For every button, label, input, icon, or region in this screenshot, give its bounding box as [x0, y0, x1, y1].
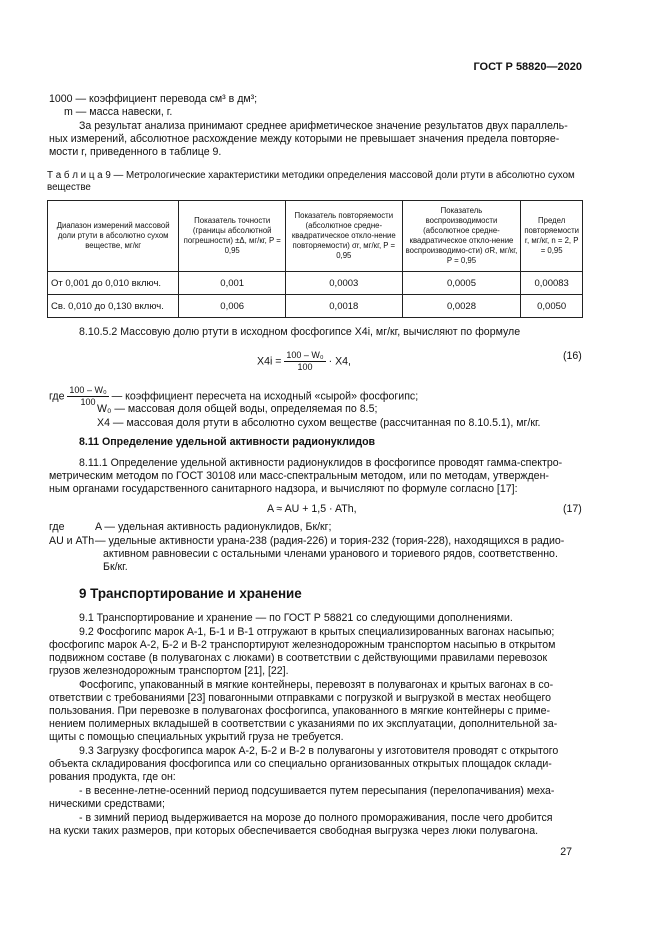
paragraph-line: рования продукта, где он: [49, 771, 176, 783]
where-line: X4 — массовая доля ртути в абсолютно сухом веществе (рассчитанная по 8.10.5.1), мг/кг. [97, 417, 541, 429]
paragraph-line: Фосфогипс, упакованный в мягкие контейнеры, перевозят в полувагонах и крытых вагонах в со- [79, 679, 554, 691]
where-denominator: 100 [80, 397, 96, 407]
table-header-cell: Показатель воспроизводимости (абсолютное средне-квадратическое откло-нение воспроизводимо-сти) σR, мг/кг, P = 0,95 [402, 201, 521, 272]
where-line: W₀ — массовая доля общей воды, определяемая по 8.5; [97, 403, 378, 415]
table-header-row [48, 201, 583, 272]
paragraph-line: 8.10.5.2 Массовую долю ртути в исходном фосфогипсе X4i, мг/кг, вычисляют по формуле [79, 326, 521, 338]
table-cell: 0,0003 [286, 272, 403, 295]
table-cell: 0,00083 [521, 272, 583, 295]
table-caption: Т а б л и ц а 9 — Метрологические характеристики методики определения массовой доли ртути в абсолютно сухом [47, 170, 575, 181]
table-cell: Св. 0,010 до 0,130 включ. [48, 295, 179, 318]
paragraph-line: подвижном составе (в полувагонах с люками) в соответствии с действующими правилами перевозок [49, 652, 548, 664]
table-header-cell: Диапазон измерений массовой доли ртути в абсолютно сухом веществе, мг/кг [48, 201, 179, 272]
intro-line-1: 1000 — коэффициент перевода см³ в дм³; [49, 93, 258, 105]
list-item: - в весенне-летне-осенний период подсушивается путем пересыпания (перелопачивания) меха- [79, 785, 555, 797]
table-cell: 0,0050 [521, 295, 583, 318]
where-prefix: где [49, 390, 65, 403]
where-text: — коэффициент пересчета на исходный «сырой» фосфогипс; [111, 390, 419, 403]
list-item: - в зимний период выдерживается на морозе до полного промораживания, после чего дробится [79, 812, 553, 824]
paragraph-line: За результат анализа принимают среднее арифметическое значение результатов двух параллель- [79, 120, 568, 132]
section-title: 8.11 Определение удельной активности радионуклидов [79, 436, 376, 448]
paragraph-line: 9.1 Транспортирование и хранение — по ГОСТ Р 58821 со следующими дополнениями. [79, 612, 513, 624]
paragraph-line: мости r, приведенного в таблице 9. [49, 146, 222, 158]
table-row [48, 295, 583, 318]
table-cell: От 0,001 до 0,010 включ. [48, 272, 179, 295]
where-line: активном равновесии с остальными членами уранового и ториевого рядов, соответственно. [103, 548, 558, 560]
page-number: 27 [560, 846, 572, 858]
where-line: Бк/кг. [103, 561, 128, 573]
table-cell: 0,0005 [402, 272, 521, 295]
table-cell: 0,006 [179, 295, 286, 318]
where-symbols: AU и ATh [49, 535, 95, 547]
formula-lhs: X4i = [257, 355, 282, 368]
table-cell: 0,0018 [286, 295, 403, 318]
table-cell: 0,001 [179, 272, 286, 295]
paragraph-line: метрическим методом по ГОСТ 30108 или масс-спектральным методом, или по методам, утвержден- [49, 470, 549, 482]
where-line: — удельные активности урана-238 (радия-226) и тория-232 (тория-228), находящихся в радио- [95, 535, 565, 547]
formula-17: A ≈ AU + 1,5 · ATh, [267, 503, 357, 515]
paragraph-line: щиты с помощью специальных укрытий груза не требуется. [49, 731, 344, 743]
paragraph-line: 9.3 Загрузку фосфогипса марок А-2, Б-2 и В-2 в полувагоны у изготовителя проводят с открытого [79, 745, 559, 757]
table-row [48, 272, 583, 295]
formula-rhs: · X4, [328, 355, 351, 368]
formula-number: (17) [563, 503, 582, 515]
paragraph-line: ным органами государственного санитарного надзора, и вычисляют по формуле согласно [17]: [49, 483, 518, 495]
paragraph-line: ных измерений, абсолютное расхождение между которыми не превышает значения предела повторяе- [49, 133, 560, 145]
formula-number: (16) [563, 350, 582, 362]
paragraph-line: 8.11.1 Определение удельной активности радионуклидов в фосфогипсе проводят гамма-спектро- [79, 457, 563, 469]
paragraph-line: грузов железнодорожным транспортом [21], [22]. [49, 665, 289, 677]
table-header-cell: Показатель повторяемости (абсолютное средне-квадратическое откло-нение повторяемости) σr, мг/кг, P = 0,95 [286, 201, 403, 272]
where-numerator: 100 – W₀ [69, 385, 107, 395]
table-cell: 0,0028 [402, 295, 521, 318]
paragraph-line: пользования. При перевозке в полувагонах фосфогипса, упакованного в мягкие контейнеры с приме- [49, 705, 551, 717]
list-item-cont: на куски таких размеров, при которых обеспечивается свободная выгрузка через люки полувагона. [49, 825, 539, 837]
paragraph-line: объекта складирования фосфогипса или со специально организованных открытых площадок склади- [49, 758, 552, 770]
formula-16 [257, 350, 351, 373]
section-heading: 9 Транспортирование и хранение [79, 586, 302, 601]
formula-denominator: 100 [297, 362, 313, 372]
paragraph-line: нением полимерных вкладышей в соответствии с указаниями по их эксплуатации, дополнительной за- [49, 718, 558, 730]
formula-numerator: 100 – W₀ [286, 350, 324, 360]
intro-line-2: m — масса навески, г. [64, 106, 173, 118]
paragraph-line: 9.2 Фосфогипс марок А-1, Б-1 и В-1 отгружают в крытых специализированных вагонах насыпью; [79, 626, 555, 638]
where-line: A — удельная активность радионуклидов, Бк/кг; [95, 521, 332, 533]
doc-code-header: ГОСТ Р 58820—2020 [473, 61, 582, 73]
list-item-cont: ническими средствами; [49, 798, 165, 810]
metrology-table [47, 200, 583, 318]
paragraph-line: ответствии с требованиями [23] повагонными отправками с погрузкой и выгрузкой в местах необщего [49, 692, 551, 704]
table-header-cell: Предел повторяемости r, мг/кг, n = 2, P = 0,95 [521, 201, 583, 272]
where-prefix: где [49, 521, 65, 533]
paragraph-line: фосфогипс марок А-2, Б-2 и В-2 транспортируют железнодорожным транспортом насыпью в открытом [49, 639, 556, 651]
formula-fraction [284, 350, 325, 373]
table-header-cell: Показатель точности (границы абсолютной погрешности) ±Δ, мг/кг, P = 0,95 [179, 201, 286, 272]
table-caption-cont: веществе [47, 182, 91, 193]
